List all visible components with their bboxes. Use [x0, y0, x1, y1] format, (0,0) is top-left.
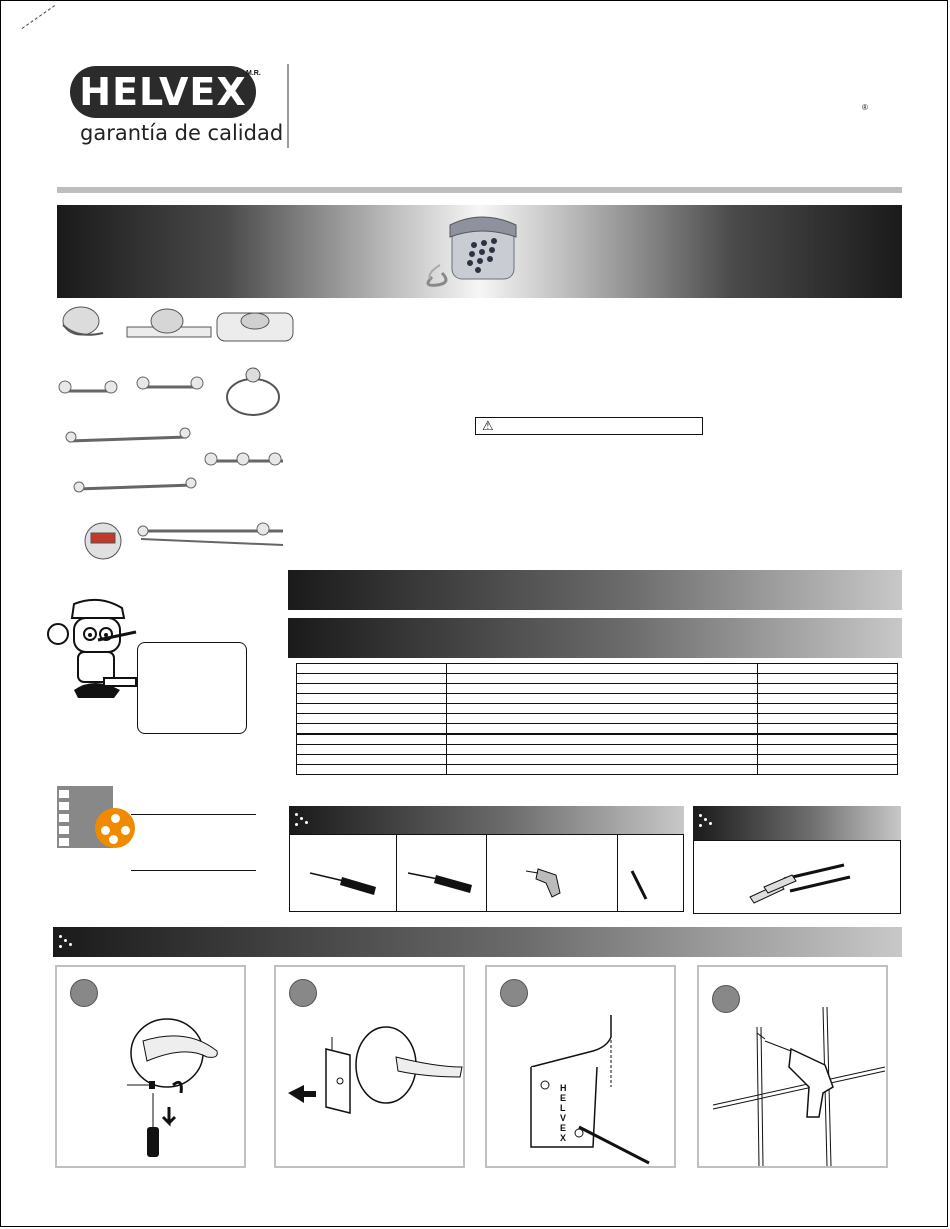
plumber-mascot	[44, 594, 144, 714]
parts-table	[296, 663, 898, 775]
step-2-panel	[274, 965, 465, 1168]
table-row	[297, 664, 898, 674]
header-rule	[57, 187, 902, 193]
bullet-dots-icon	[59, 935, 73, 949]
product-toothbrush-holder	[127, 309, 211, 337]
table-row	[297, 724, 898, 735]
warning-box	[475, 417, 703, 435]
table-row	[297, 734, 898, 745]
materials-header-bar	[693, 806, 901, 840]
table-row	[297, 684, 898, 694]
drill-wall-illustration	[699, 967, 899, 1166]
table-row	[297, 755, 898, 765]
table-row	[297, 714, 898, 724]
remove-plate-illustration	[276, 967, 463, 1166]
phillips-screwdriver-icon	[408, 873, 472, 893]
film-reel-icon	[95, 808, 135, 848]
pencil-icon	[632, 871, 646, 899]
screws-anchors-icon	[694, 841, 902, 915]
registered-mark: ®	[862, 103, 868, 112]
speech-bubble	[137, 642, 247, 734]
product-paper-holder-2	[137, 377, 203, 389]
bullet-dots-icon	[699, 814, 713, 828]
service-banner	[57, 205, 902, 298]
table-row	[297, 694, 898, 704]
video-link-line	[131, 814, 256, 815]
product-robe-hook	[63, 307, 103, 335]
product-paper-holder	[59, 381, 117, 393]
product-towel-shelf	[138, 523, 283, 545]
product-soap-dish	[217, 313, 293, 341]
product-hook-chrome	[85, 523, 121, 559]
materials-panel	[693, 840, 901, 914]
mark-wall-illustration	[487, 967, 674, 1166]
section-bar-2	[288, 618, 902, 658]
product-gallery	[57, 305, 297, 565]
table-row	[297, 765, 898, 775]
plate-brand-label: H E L V E X	[560, 1083, 567, 1143]
table-row	[297, 745, 898, 755]
telephone-icon	[412, 207, 532, 297]
step-4-panel	[697, 965, 888, 1168]
product-towel-bar-2	[74, 478, 196, 492]
header-divider	[287, 64, 289, 148]
step-1-panel	[55, 965, 246, 1168]
video-link-line	[131, 870, 256, 871]
product-triple-hook	[205, 453, 283, 465]
tools-panel	[289, 834, 684, 912]
screwdriver-icon	[310, 873, 376, 895]
table-row	[297, 674, 898, 684]
warning-triangle-icon: ⚠	[482, 418, 494, 433]
logo-text: HELVEX	[79, 70, 247, 114]
tools-header-bar	[289, 806, 684, 834]
installation-header-bar	[53, 927, 902, 957]
step-3-panel	[485, 965, 676, 1168]
trademark-mark: M.R.	[246, 70, 261, 77]
table-row	[297, 704, 898, 714]
drill-icon	[526, 869, 560, 897]
helvex-logo	[70, 66, 256, 118]
product-towel-bar	[66, 428, 190, 442]
product-towel-ring	[227, 368, 279, 415]
logo-tagline: garantía de calidad	[80, 121, 284, 145]
section-bar-1	[288, 570, 902, 610]
bullet-dots-icon	[295, 813, 309, 827]
remove-screw-illustration	[57, 967, 244, 1166]
